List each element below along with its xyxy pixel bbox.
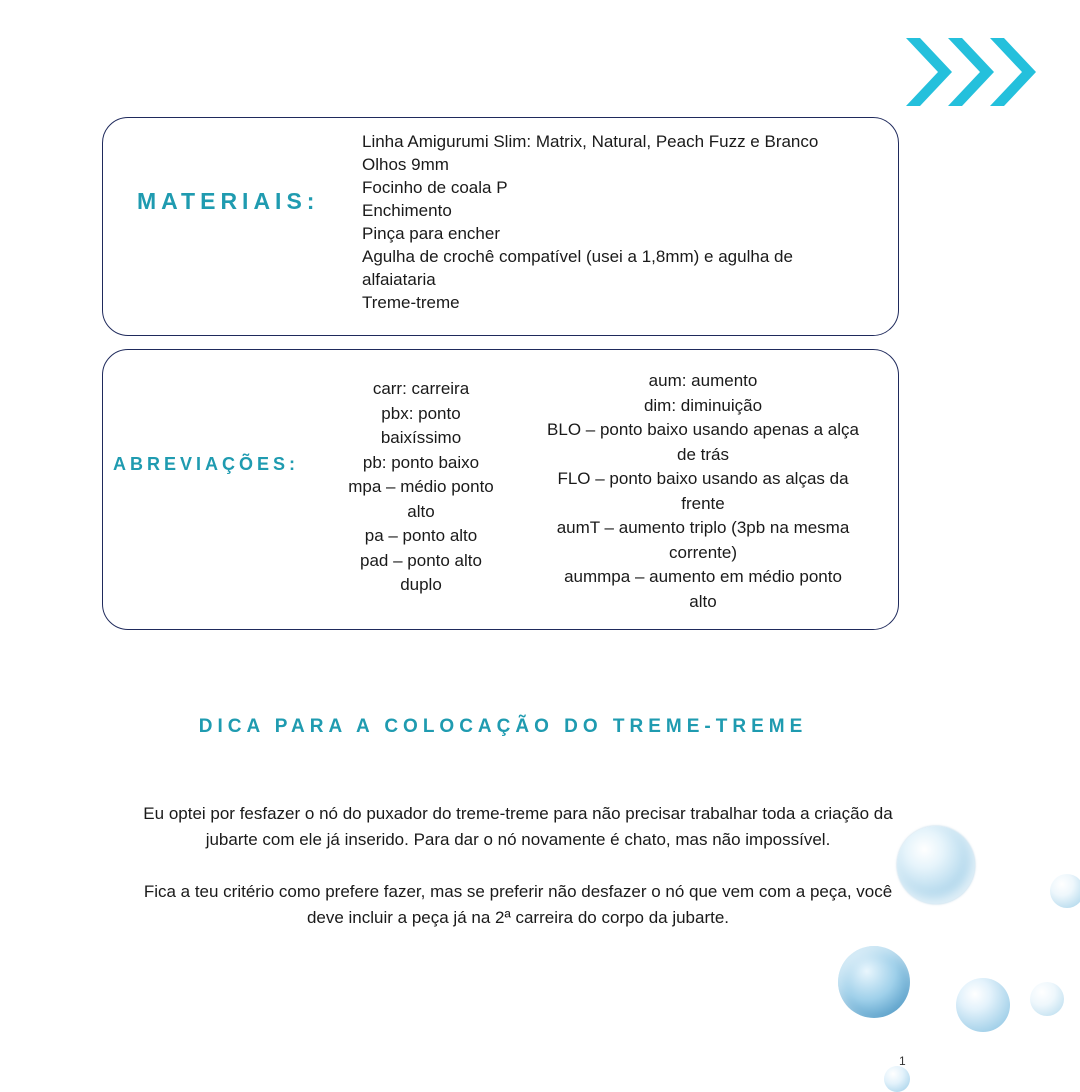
list-item: pb: ponto baixo xyxy=(362,452,480,472)
abbreviations-box xyxy=(102,349,899,630)
list-item: aumT – aumento triplo (3pb na mesma xyxy=(556,518,850,537)
bubble-icon xyxy=(838,946,910,1018)
list-item: aum: aumento xyxy=(648,371,758,390)
list-item: FLO – ponto baixo usando as alças da xyxy=(557,469,849,488)
list-item: alto xyxy=(407,501,435,521)
bubble-icon xyxy=(897,826,975,904)
list-item: pa – ponto alto xyxy=(364,526,478,545)
triple-chevron-icon xyxy=(906,38,1038,106)
abbreviations-column-1 xyxy=(331,377,511,598)
bubble-icon xyxy=(956,978,1010,1032)
list-item: Enchimento xyxy=(362,201,452,220)
list-item: Linha Amigurumi Slim: Matrix, Natural, Peach Fuzz e Branco xyxy=(362,132,819,151)
abbreviations-column-2 xyxy=(533,369,873,614)
tip-paragraph-1: Eu optei por fesfazer o nó do puxador do treme-treme para não precisar trabalhar toda a criação da jubarte com ele já inserido. Para dar o nó novamente é chato, mas não impossível. xyxy=(143,804,893,849)
list-item: duplo xyxy=(400,575,442,594)
list-item: BLO – ponto baixo usando apenas a alça xyxy=(547,420,859,439)
page-number: 1 xyxy=(899,1054,906,1068)
bubble-icon xyxy=(1030,982,1064,1016)
materials-title: MATERIAIS: xyxy=(137,188,320,214)
list-item: frente xyxy=(681,493,725,513)
list-item: pbx: ponto xyxy=(381,403,461,423)
list-item: dim: diminuição xyxy=(643,395,763,415)
list-item: mpa – médio ponto xyxy=(348,477,494,496)
list-item: baixíssimo xyxy=(380,428,462,447)
list-item: pad – ponto alto xyxy=(360,550,482,570)
list-item: de trás xyxy=(677,444,729,464)
list-item: corrente) xyxy=(668,542,738,562)
list-item: Agulha de crochê compatível (usei a 1,8mm) e agulha de xyxy=(362,247,793,266)
list-item: aummpa – aumento em médio ponto xyxy=(564,567,842,586)
list-item: carr: carreira xyxy=(372,379,470,398)
list-item: alto xyxy=(689,591,717,611)
abbreviations-title: ABREVIAÇÕES: xyxy=(113,454,300,474)
bubble-icon xyxy=(884,1066,910,1092)
bubble-icon xyxy=(1050,874,1080,908)
list-item: Olhos 9mm xyxy=(362,155,449,174)
list-item: Focinho de coala P xyxy=(362,178,508,197)
materials-list xyxy=(362,130,882,314)
materials-box xyxy=(102,117,899,336)
list-item: Treme-treme xyxy=(362,293,460,312)
list-item: alfaiataria xyxy=(362,270,436,289)
list-item: Pinça para encher xyxy=(362,224,500,243)
tip-title: DICA PARA A COLOCAÇÃO DO TREME-TREME xyxy=(198,716,808,737)
tip-paragraph-2: Fica a teu critério como prefere fazer, mas se preferir não desfazer o nó que vem com a peça, você deve incluir a peça já na 2ª carreira do corpo da jubarte. xyxy=(143,882,893,927)
